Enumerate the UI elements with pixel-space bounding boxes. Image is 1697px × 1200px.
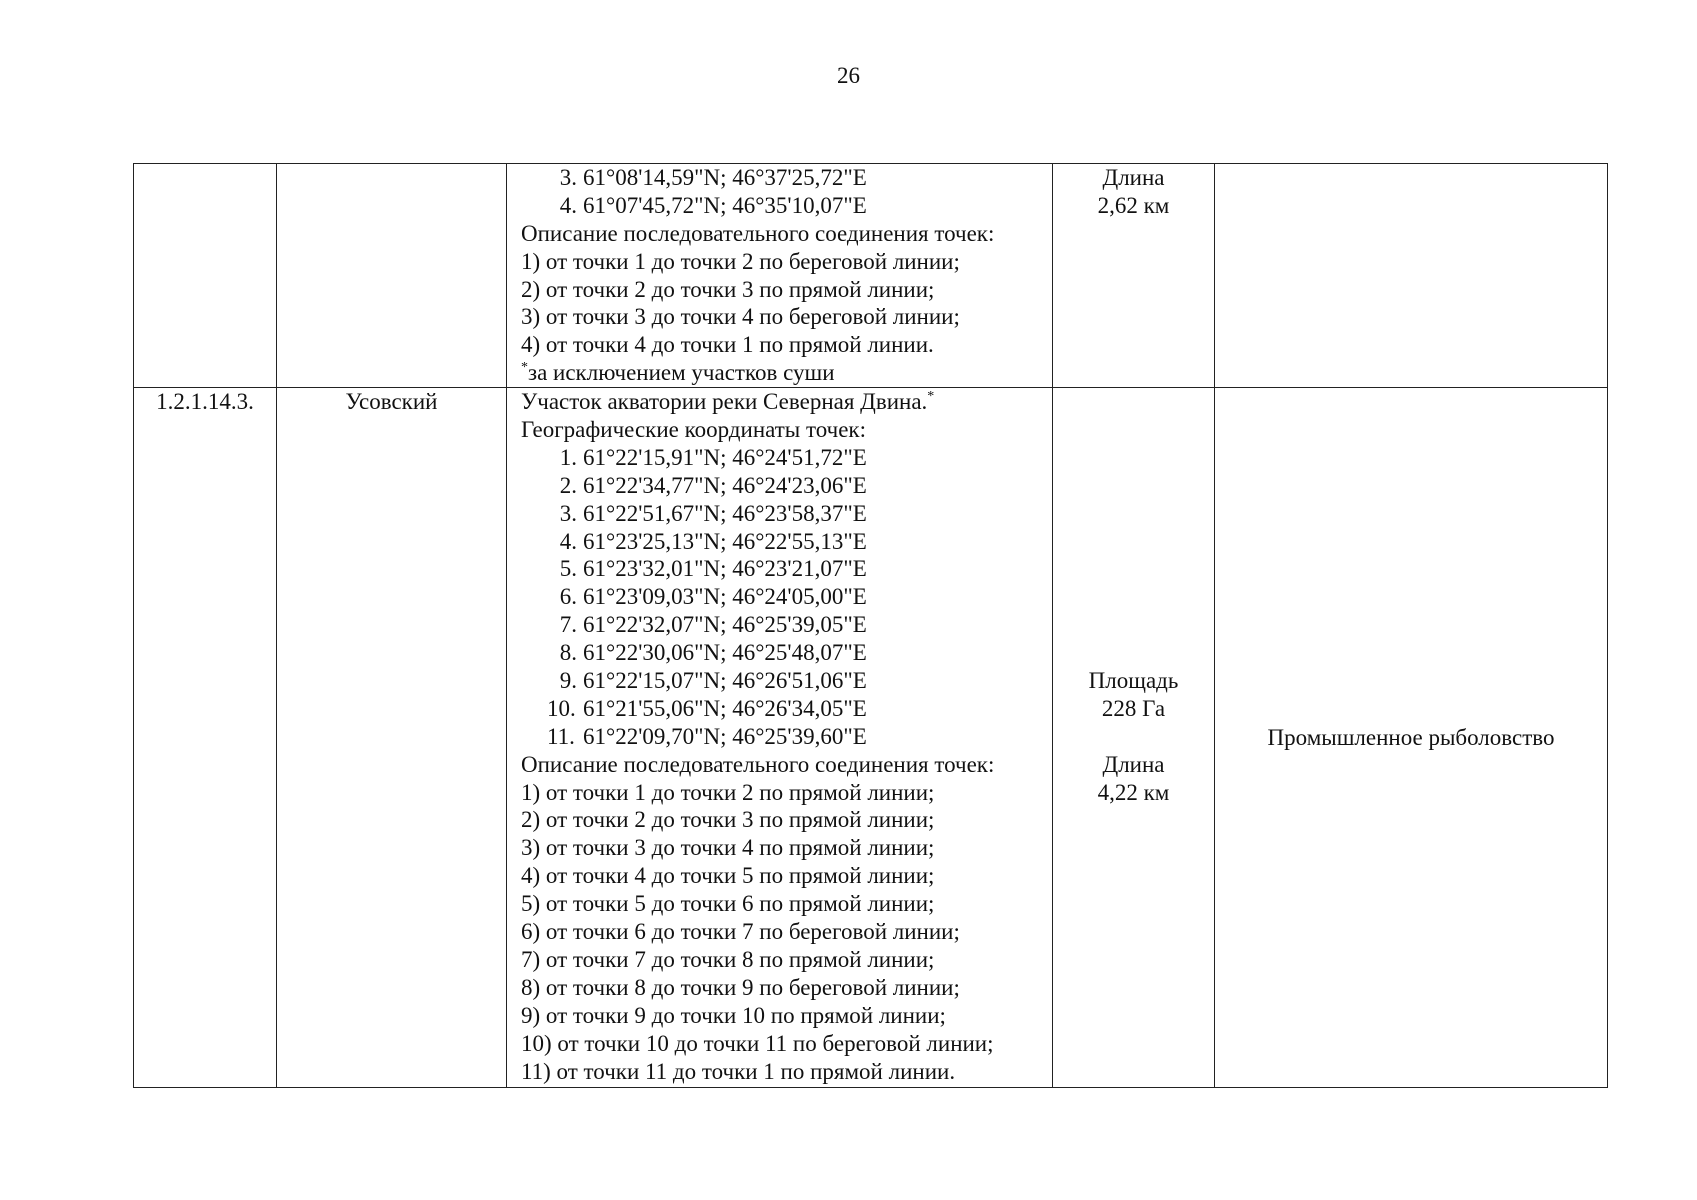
connection-line: 11) от точки 11 до точки 1 по прямой линии. bbox=[521, 1058, 956, 1084]
coordinate-point: 11. 61°22'09,70"N; 46°25'39,60"E bbox=[547, 723, 867, 749]
cell-description-continuation bbox=[507, 164, 1053, 388]
page-number: 26 bbox=[837, 63, 860, 88]
footnote bbox=[521, 359, 1052, 387]
footnote-mark: * bbox=[521, 360, 528, 376]
connection-line: 2) от точки 2 до точки 3 по прямой линии; bbox=[521, 807, 935, 833]
length-label: Длина bbox=[1102, 751, 1165, 777]
connection-title: Описание последовательного соединения точек: bbox=[521, 220, 995, 246]
description-title: Участок акватории реки Северная Двина.* bbox=[521, 389, 935, 415]
connection-line: 8) от точки 8 до точки 9 по береговой линии; bbox=[521, 974, 960, 1000]
coordinate-point: 4. 61°07'45,72"N; 46°35'10,07"E bbox=[559, 192, 867, 218]
cell-measure-continuation bbox=[1053, 164, 1215, 388]
cell-name-empty bbox=[277, 164, 507, 388]
connection-line: 3) от точки 3 до точки 4 по прямой линии; bbox=[521, 835, 935, 861]
connection-line: 6) от точки 6 до точки 7 по береговой линии; bbox=[521, 919, 960, 945]
table-row-continuation bbox=[134, 164, 1608, 388]
area-label: Площадь bbox=[1088, 668, 1179, 694]
fishing-areas-table bbox=[133, 163, 1608, 1088]
cell-measures bbox=[1053, 388, 1215, 1088]
cell-description bbox=[507, 388, 1053, 1088]
connection-line: 7) от точки 7 до точки 8 по прямой линии; bbox=[521, 946, 935, 972]
area-value: 228 Га bbox=[1101, 695, 1166, 721]
coordinate-point: 3. 61°22'51,67"N; 46°23'58,37"E bbox=[559, 500, 867, 526]
connection-line: 1) от точки 1 до точки 2 по береговой линии; bbox=[521, 248, 960, 274]
coordinate-point: 9. 61°22'15,07"N; 46°26'51,06"E bbox=[559, 668, 867, 694]
coordinate-point: 6. 61°23'09,03"N; 46°24'05,00"E bbox=[559, 584, 867, 610]
length-value: 2,62 км bbox=[1097, 192, 1170, 218]
coordinate-point: 3. 61°08'14,59"N; 46°37'25,72"E bbox=[559, 165, 867, 190]
connection-line: 2) от точки 2 до точки 3 по прямой линии; bbox=[521, 276, 935, 302]
connection-title: Описание последовательного соединения точек: bbox=[521, 751, 995, 777]
length-label: Длина bbox=[1102, 165, 1165, 190]
connection-line: 4) от точки 4 до точки 1 по прямой линии. bbox=[521, 332, 934, 358]
cell-number: 1.2.1.14.3. bbox=[134, 388, 277, 1088]
coordinate-point: 10. 61°21'55,06"N; 46°26'34,05"E bbox=[547, 695, 867, 721]
coordinate-point: 2. 61°22'34,77"N; 46°24'23,06"E bbox=[559, 472, 867, 498]
description-footnote-mark: * bbox=[927, 389, 935, 405]
connection-line: 1) от точки 1 до точки 2 по прямой линии; bbox=[521, 779, 935, 805]
table-row bbox=[134, 388, 1608, 1088]
coordinate-point: 4. 61°23'25,13"N; 46°22'55,13"E bbox=[559, 528, 867, 554]
connection-line: 3) от точки 3 до точки 4 по береговой линии; bbox=[521, 304, 960, 330]
coordinate-point: 5. 61°23'32,01"N; 46°23'21,07"E bbox=[559, 556, 867, 582]
coordinates-title: Географические координаты точек: bbox=[521, 417, 866, 443]
length-value: 4,22 км bbox=[1097, 779, 1170, 805]
cell-purpose-empty bbox=[1215, 164, 1608, 388]
connection-line: 9) от точки 9 до точки 10 по прямой линии; bbox=[521, 1002, 946, 1028]
connection-line: 10) от точки 10 до точки 11 по береговой линии; bbox=[521, 1030, 994, 1056]
footnote-text: за исключением участков суши bbox=[528, 360, 835, 386]
cell-name: Усовский bbox=[277, 388, 507, 1088]
cell-number-empty bbox=[134, 164, 277, 388]
coordinate-point: 8. 61°22'30,06"N; 46°25'48,07"E bbox=[559, 640, 867, 666]
connection-line: 4) от точки 4 до точки 5 по прямой линии; bbox=[521, 863, 935, 889]
coordinate-point: 7. 61°22'32,07"N; 46°25'39,05"E bbox=[559, 612, 867, 638]
coordinate-point: 1. 61°22'15,91"N; 46°24'51,72"E bbox=[559, 444, 867, 470]
connection-line: 5) от точки 5 до точки 6 по прямой линии; bbox=[521, 891, 935, 917]
cell-purpose: Промышленное рыболовство bbox=[1215, 388, 1608, 1088]
